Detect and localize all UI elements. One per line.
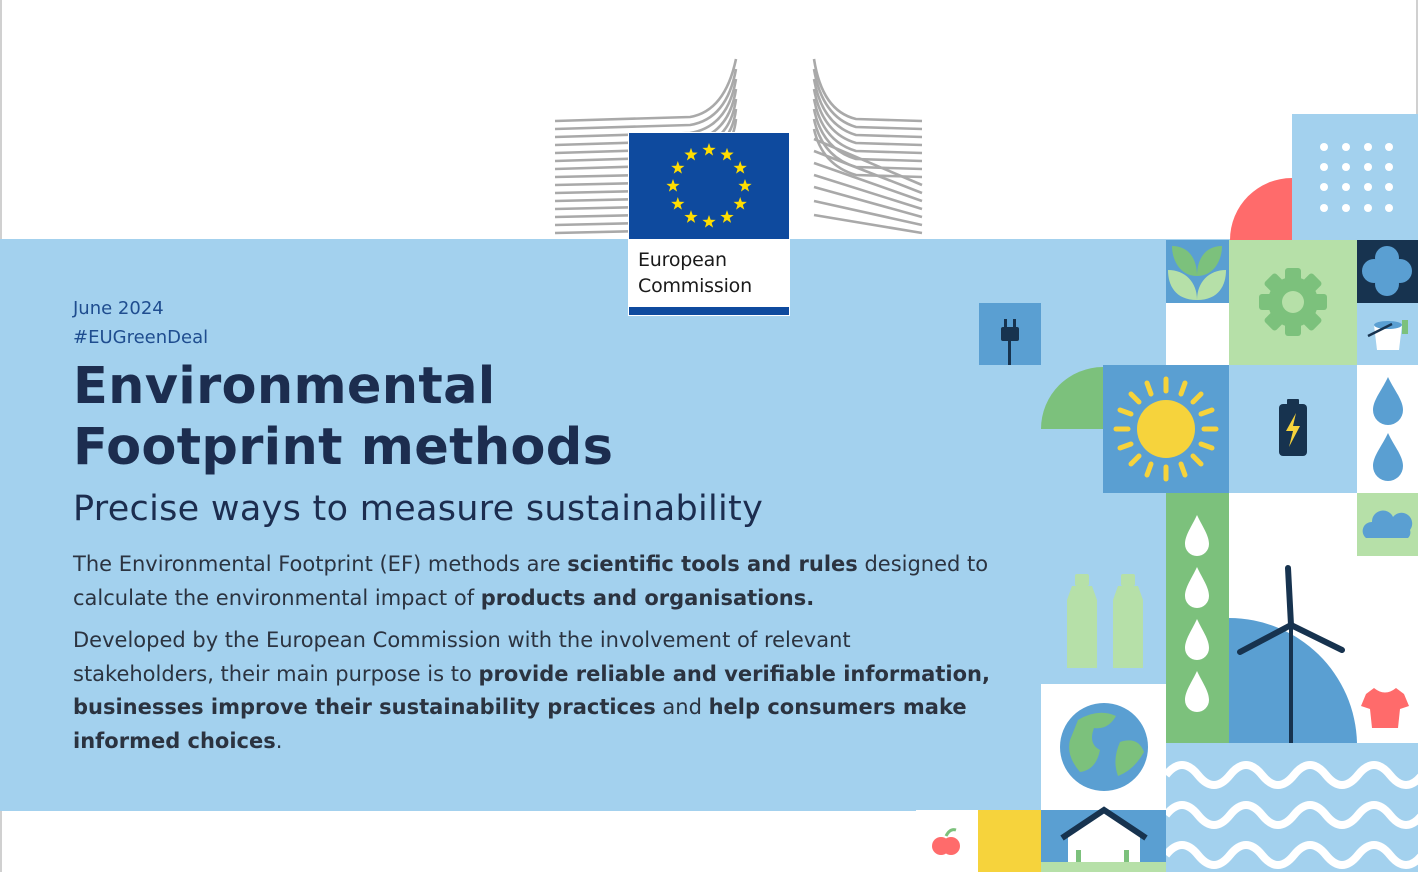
logo-line2: Commission [638, 275, 752, 297]
publication-date: June 2024 [73, 298, 164, 319]
eu-star [702, 215, 715, 228]
p2-bold1: provide reliable and verifiable information, businesses improve their sustainability practices [73, 661, 990, 719]
flower-icon [1357, 240, 1418, 303]
leaf-icon [1166, 240, 1229, 303]
white-tile [1166, 303, 1229, 365]
logo-bar [629, 307, 789, 315]
eu-star [720, 148, 733, 161]
p1-bold1: scientific tools and rules [567, 552, 858, 576]
yellow-tile [978, 810, 1041, 872]
p2-text2: and [655, 695, 709, 719]
water-drop-icon [1357, 365, 1418, 493]
title-line1: Environmental [73, 357, 496, 416]
cloud-icon [1357, 493, 1418, 556]
dots-tile [1292, 114, 1418, 240]
page-title [73, 356, 613, 478]
purpose-paragraph [73, 624, 993, 758]
p2-text1: Developed by the European Commission with the involvement of relevant stakeholders, their main purpose is to [73, 628, 851, 686]
apple-icon [916, 810, 978, 872]
european-commission-logo [629, 133, 789, 315]
p1-text1: The Environmental Footprint (EF) methods are [73, 552, 568, 576]
rain-column [1166, 493, 1229, 743]
intro-paragraph [73, 548, 993, 615]
eu-flag-icon [629, 133, 789, 239]
green-deal-illustration [910, 100, 1418, 872]
page-subtitle: Precise ways to measure sustainability [73, 489, 764, 529]
p2-bold2: help consumers make informed choices [73, 695, 967, 753]
eu-star [734, 161, 747, 174]
eu-star [671, 197, 684, 210]
paint-bucket-icon [1357, 303, 1418, 365]
coral-half-circle [1230, 178, 1292, 240]
title-line2: Footprint methods [73, 418, 614, 477]
eu-star [666, 179, 679, 192]
eu-star [720, 210, 733, 223]
eu-star [671, 161, 684, 174]
gear-icon [1229, 240, 1357, 365]
p1-bold2: products and organisations. [480, 585, 815, 610]
logo-text [638, 247, 752, 299]
hashtag: #EUGreenDeal [73, 327, 209, 348]
sun-icon [1103, 365, 1229, 493]
battery-icon [1229, 365, 1357, 493]
green-half-circle [1041, 367, 1103, 429]
eu-star [734, 197, 747, 210]
logo-line1: European [638, 249, 727, 271]
eu-star [684, 210, 697, 223]
earth-icon [1041, 684, 1166, 810]
waves-icon [1166, 743, 1418, 872]
eu-star [702, 143, 715, 156]
house-icon [1041, 810, 1166, 872]
plug-icon [979, 303, 1041, 365]
eu-star [738, 179, 751, 192]
t-shirt-icon [1357, 556, 1418, 743]
eu-star [684, 148, 697, 161]
bottle-icon [1067, 574, 1143, 668]
p1-text2: designed to calculate the environmental impact of [73, 552, 989, 610]
p2-text3: . [275, 728, 283, 753]
